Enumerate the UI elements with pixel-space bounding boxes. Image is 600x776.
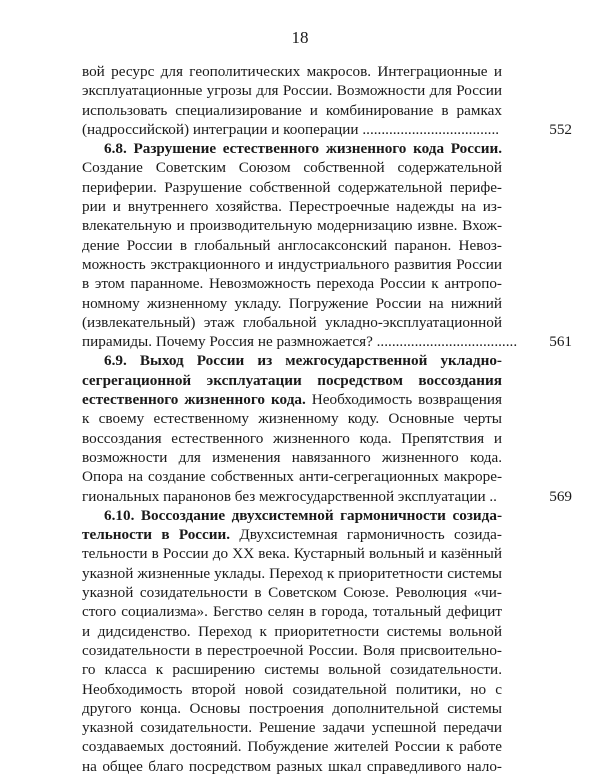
toc-line: в этом паранноме. Невозможность перехода России к антропо- (82, 275, 502, 293)
toc-line: указной жизненные уклады. Переход к приоритетности системы (82, 564, 502, 582)
toc-line: влекательную и производительную модернизацию извне. Вхож- (82, 217, 502, 235)
toc-entry-continuation (82, 62, 572, 139)
toc-heading-tail: тельности в России. (82, 526, 231, 544)
toc-entry-6-10 (82, 506, 502, 776)
toc-heading-tail: естественного жизненного кода. (82, 391, 306, 409)
toc-line: использовать специализирование и комбинирование в рамках (82, 101, 502, 119)
toc-entry-6-8 (82, 139, 572, 351)
toc-page-ref: 569 (549, 487, 572, 505)
toc-line: номному жизненному укладу. Погружение России на нижний (82, 294, 502, 312)
toc-line: дение России в глобальный англосаксонский паранон. Невоз- (82, 236, 502, 254)
toc-line: Создание Советским Союзом собственной содержательной (82, 159, 502, 177)
toc-line: (извлекательный) этаж глобальной укладно-эксплуатационной (82, 313, 502, 331)
toc-line: периферии. Разрушение собственной содержательной перифе- (82, 178, 502, 196)
toc-heading: 6.9. Выход России из межгосударственной укладно- (104, 352, 502, 370)
toc-line: и дидсиденство. Переход к приоритетности системы вольной (82, 622, 502, 640)
toc-line: тельности в России до XX века. Кустарный вольный и казённый (82, 545, 502, 563)
toc-line: создаваемых достояний. Побуждение жителей России к работе (82, 738, 502, 756)
toc-line: стого социализма». Бегство селян в города, тотальный дефицит (82, 603, 502, 621)
toc-line: вой ресурс для геополитических макросов. Интеграционные и (82, 63, 502, 80)
page-number: 18 (291, 28, 309, 47)
toc-line: на общее благо посредством разных шкал справедливого нало- (82, 757, 502, 775)
toc-line: возможности для изменения навязанного жизненного кода. (82, 448, 502, 466)
toc-line: воссоздания естественного жизненного кода. Препятствия и (82, 429, 502, 447)
toc-line: к своему естественному жизненному коду. Основные черты (82, 410, 502, 428)
toc-line: гиональных паранонов без межгосударственной эксплуатации .. (82, 487, 497, 505)
toc-line: пирамиды. Почему Россия не размножается? ..................................... (82, 333, 518, 351)
toc-page-ref: 561 (549, 333, 572, 351)
toc-line: созидательности в перестроечной России. Воля присвоительно- (82, 641, 502, 659)
toc-line: рии и внутреннего хозяйства. Перестроечные надежды на из- (82, 198, 502, 216)
toc-mixed-line (82, 390, 502, 409)
toc-line: можность экстракционного и индустриального развития России (82, 255, 502, 273)
toc-page-ref: 552 (549, 120, 572, 138)
toc-line: Опора на создание собственных анти-сегрегационных макроре- (82, 468, 502, 486)
toc-entry-6-9 (82, 351, 572, 505)
toc-line: указной созидательности. Решение задачи успешной передачи (82, 719, 502, 737)
toc-line: эксплуатационные угрозы для России. Возможности для России (82, 82, 502, 100)
toc-line: Необходимость второй новой созидательной политики, но с (82, 680, 502, 698)
toc-mixed-line (82, 525, 502, 544)
toc-heading: 6.10. Воссоздание двухсистемной гармоничности созида- (104, 506, 502, 524)
toc-line-text: Необходимость возвращения (305, 391, 502, 409)
toc-heading: 6.8. Разрушение естественного жизненного кода России. (104, 140, 502, 158)
toc-line: указной созидательности в Советском Союзе. Революция «чи- (82, 584, 502, 602)
toc-line-text: Двухсистемная гармоничность созида- (230, 526, 502, 544)
table-of-contents (82, 62, 572, 776)
toc-line: другого конца. Основы построения дополнительной системы (82, 699, 502, 717)
toc-line: (надроссийской) интеграции и кооперации .................................... (82, 120, 500, 138)
toc-heading: сегрегационной эксплуатации посредством воссоздания (82, 371, 502, 389)
toc-line: го класса к расширению системы вольной созидательности. (82, 661, 502, 679)
